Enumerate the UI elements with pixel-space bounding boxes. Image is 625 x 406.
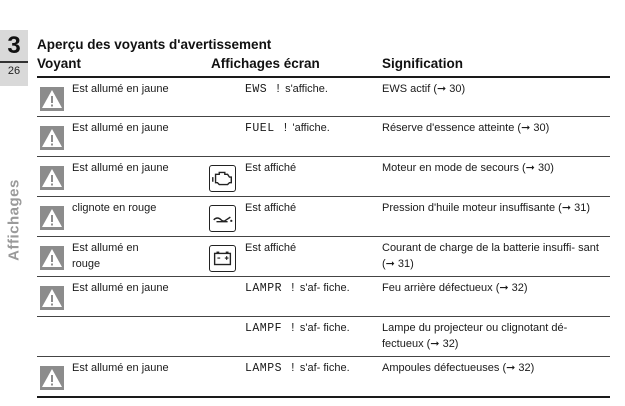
meaning-text: Lampe du projecteur ou clignotant dé- fectueux (➞ 32) <box>382 322 568 350</box>
voyant-text: Est allumé en jaune <box>72 162 169 174</box>
table-row <box>37 157 610 197</box>
table-row <box>37 357 610 396</box>
warning-triangle-icon <box>40 246 64 270</box>
meaning-text: Pression d'huile moteur insuffisante (➞ 31) <box>382 202 590 214</box>
voyant-text: Est allumé en rouge <box>72 242 139 270</box>
display-text <box>245 320 350 337</box>
display-code: LAMPS ! <box>245 362 297 375</box>
table-bottom-rule <box>37 396 610 398</box>
oil-pressure-icon <box>209 205 236 232</box>
warning-triangle-icon <box>40 87 64 111</box>
header-signification: Signification <box>382 56 463 71</box>
meaning-text: Réserve d'essence atteinte (➞ 30) <box>382 122 550 134</box>
display-text <box>245 360 350 377</box>
voyant-text: Est allumé en jaune <box>72 362 169 374</box>
chapter-label: Affichages <box>5 179 23 261</box>
table-row <box>37 277 610 317</box>
meaning-text: Feu arrière défectueux (➞ 32) <box>382 282 528 294</box>
display-code: LAMPR ! <box>245 282 297 295</box>
voyant-text: clignote en rouge <box>72 202 157 214</box>
meaning-text: Courant de charge de la batterie insuffi- sant (➞ 31) <box>382 242 599 270</box>
chapter-box <box>0 30 28 86</box>
display-text: Est affiché <box>245 162 297 174</box>
chapter-divider <box>0 61 28 63</box>
display-suffix: s'affiche. <box>282 83 328 95</box>
meaning-text: Ampoules défectueuses (➞ 32) <box>382 362 535 374</box>
voyant-text: Est allumé en jaune <box>72 83 169 95</box>
voyant-text: Est allumé en jaune <box>72 122 169 134</box>
table-row <box>37 78 610 117</box>
warning-triangle-icon <box>40 286 64 310</box>
display-suffix: 'affiche. <box>289 122 330 134</box>
display-text <box>245 280 350 297</box>
header-affichages: Affichages écran <box>211 56 320 71</box>
display-suffix: s'af- fiche. <box>296 282 350 294</box>
engine-check-icon <box>209 165 236 192</box>
display-text: Est affiché <box>245 242 297 254</box>
meaning-text: EWS actif (➞ 30) <box>382 83 466 95</box>
table-row <box>37 237 610 277</box>
voyant-text: Est allumé en jaune <box>72 282 169 294</box>
table-row <box>37 317 610 357</box>
display-code: LAMPF ! <box>245 322 297 335</box>
display-suffix: s'af- fiche. <box>296 322 350 334</box>
display-code: EWS ! <box>245 83 283 96</box>
battery-icon <box>209 245 236 272</box>
display-code: FUEL ! <box>245 122 290 135</box>
display-text <box>245 120 375 137</box>
warning-triangle-icon <box>40 366 64 390</box>
meaning-text: Moteur en mode de secours (➞ 30) <box>382 162 554 174</box>
display-suffix: s'af- fiche. <box>296 362 350 374</box>
display-text <box>245 81 375 98</box>
warning-triangle-icon <box>40 166 64 190</box>
table-row <box>37 117 610 157</box>
page-number: 26 <box>7 65 21 77</box>
page-title: Aperçu des voyants d'avertissement <box>37 37 272 52</box>
header-voyant: Voyant <box>37 56 82 71</box>
warning-triangle-icon <box>40 126 64 150</box>
warning-triangle-icon <box>40 206 64 230</box>
display-text: Est affiché <box>245 202 297 214</box>
chapter-tab <box>0 30 28 406</box>
table-row <box>37 197 610 237</box>
chapter-number: 3 <box>7 32 21 59</box>
